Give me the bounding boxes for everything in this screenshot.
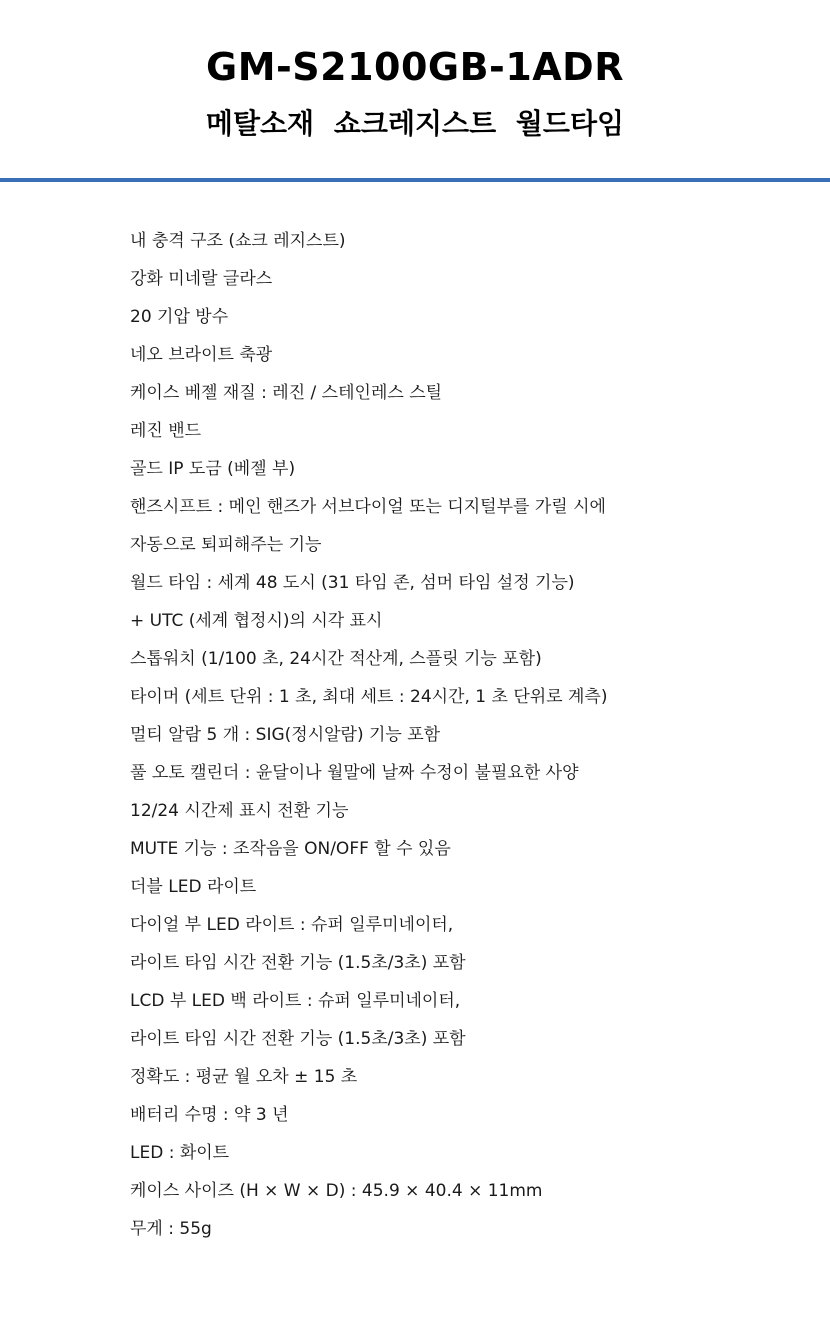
spec-item: 라이트 타임 시간 전환 기능 (1.5초/3초) 포함 [130, 953, 466, 973]
spec-item: + UTC (세계 협정시)의 시각 표시 [130, 611, 383, 631]
product-header [0, 0, 830, 178]
spec-item: 월드 타임 : 세계 48 도시 (31 타임 존, 섬머 타임 설정 기능) [130, 573, 575, 593]
spec-item: LCD 부 LED 백 라이트 : 슈퍼 일루미네이터, [130, 991, 461, 1011]
spec-item: 다이얼 부 LED 라이트 : 슈퍼 일루미네이터, [130, 915, 454, 935]
spec-item: 라이트 타임 시간 전환 기능 (1.5초/3초) 포함 [130, 1029, 466, 1049]
header-divider [0, 178, 830, 182]
spec-item: 배터리 수명 : 약 3 년 [130, 1105, 289, 1125]
spec-item: 골드 IP 도금 (베젤 부) [130, 459, 296, 479]
spec-item: 케이스 베젤 재질 : 레진 / 스테인레스 스틸 [130, 383, 443, 403]
spec-item: 강화 미네랄 글라스 [130, 269, 273, 289]
spec-item: 핸즈시프트 : 메인 핸즈가 서브다이얼 또는 디지털부를 가릴 시에 [130, 497, 606, 517]
spec-item: 자동으로 퇴피해주는 기능 [130, 535, 322, 555]
product-subtitle: 메탈소재 쇼크레지스트 월드타임 [205, 107, 625, 140]
model-number-title: GM-S2100GB-1ADR [206, 45, 624, 89]
spec-item: 네오 브라이트 축광 [130, 345, 273, 365]
spec-item: 풀 오토 캘린더 : 윤달이나 월말에 날짜 수정이 불필요한 사양 [130, 763, 579, 783]
spec-item: 타이머 (세트 단위 : 1 초, 최대 세트 : 24시간, 1 초 단위로 계측) [130, 687, 608, 707]
spec-item: 20 기압 방수 [130, 307, 229, 327]
spec-item: LED : 화이트 [130, 1143, 230, 1163]
spec-item: 멀티 알람 5 개 : SIG(정시알람) 기능 포함 [130, 725, 441, 745]
spec-item: 내 충격 구조 (쇼크 레지스트) [130, 231, 346, 251]
spec-item: 케이스 사이즈 (H × W × D) : 45.9 × 40.4 × 11mm [130, 1181, 543, 1201]
spec-item: 정확도 : 평균 월 오차 ± 15 초 [130, 1067, 358, 1087]
spec-list [130, 222, 790, 1248]
spec-item: MUTE 기능 : 조작음을 ON/OFF 할 수 있음 [130, 839, 451, 859]
spec-item: 스톱워치 (1/100 초, 24시간 적산계, 스플릿 기능 포함) [130, 649, 542, 669]
spec-item: 무게 : 55g [130, 1219, 212, 1239]
spec-item: 더블 LED 라이트 [130, 877, 257, 897]
spec-item: 레진 밴드 [130, 421, 202, 441]
spec-item: 12/24 시간제 표시 전환 기능 [130, 801, 349, 821]
